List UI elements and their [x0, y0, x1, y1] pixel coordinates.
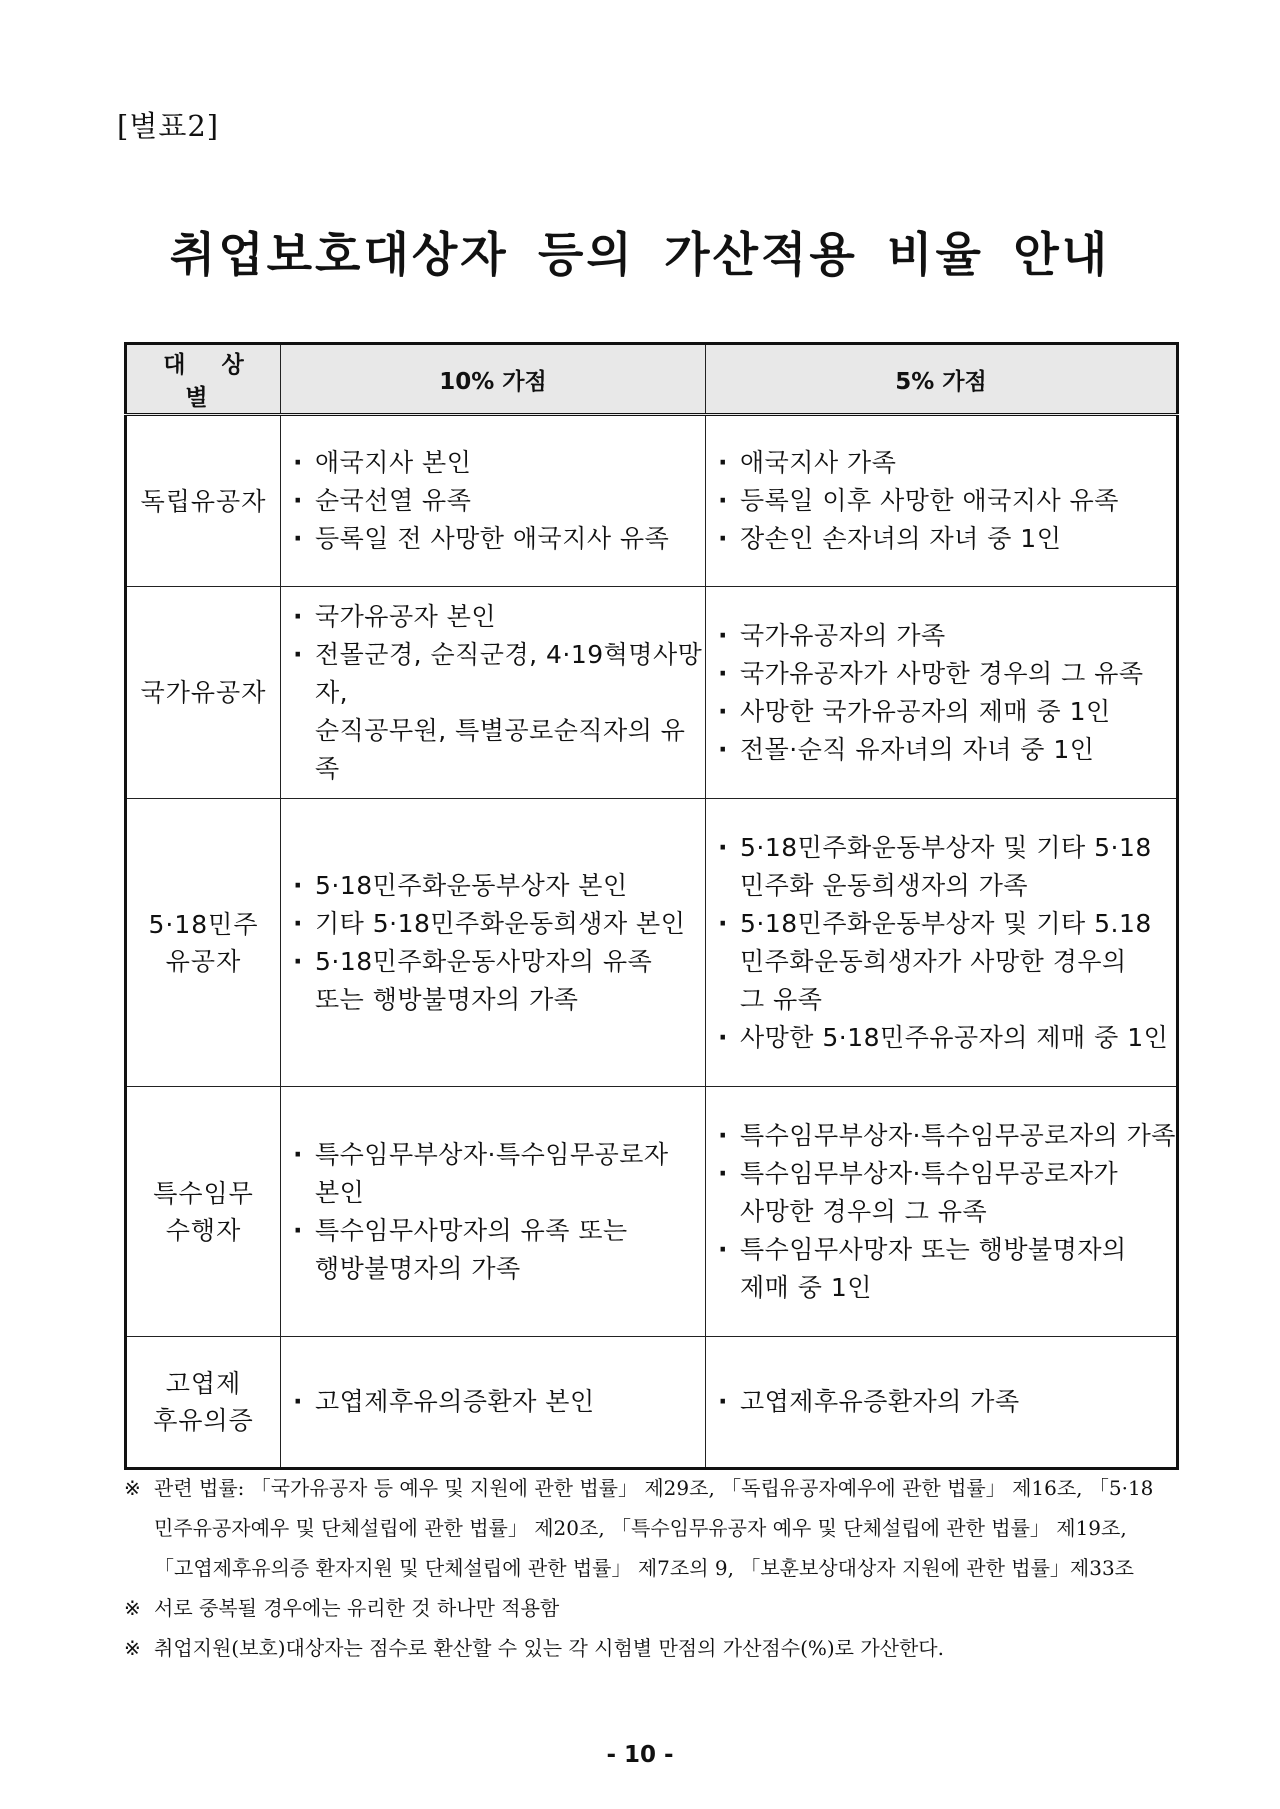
- annex-label: [별표2]: [117, 109, 220, 143]
- list-item: · 특수임무부상자·특수임무공로자가 사망한 경우의 그 유족: [716, 1155, 1176, 1231]
- ten-percent-cell: [281, 1337, 706, 1469]
- list-item: · 기타 5·18민주화운동희생자 본인: [291, 905, 705, 943]
- list-item: · 사망한 5·18민주유공자의 제매 중 1인: [716, 1019, 1176, 1057]
- bullet-list: [291, 444, 705, 558]
- list-item: · 5·18민주화운동사망자의 유족 또는 행방불명자의 가족: [291, 943, 705, 1019]
- list-item: · 특수임무사망자의 유족 또는 행방불명자의 가족: [291, 1212, 705, 1288]
- table-row: [126, 415, 1178, 587]
- list-item: · 장손인 손자녀의 자녀 중 1인: [716, 520, 1176, 558]
- five-percent-cell: [706, 1087, 1178, 1337]
- list-item: · 등록일 전 사망한 애국지사 유족: [291, 520, 705, 558]
- five-percent-cell: [706, 799, 1178, 1087]
- bullet-list: [716, 617, 1176, 769]
- list-item: · 순국선열 유족: [291, 482, 705, 520]
- list-item: · 국가유공자 본인: [291, 598, 705, 636]
- list-item: · 5·18민주화운동부상자 및 기타 5.18 민주화운동희생자가 사망한 경우의 그 유족: [716, 905, 1176, 1019]
- list-item: · 5·18민주화운동부상자 본인: [291, 867, 705, 905]
- list-item: · 전몰·순직 유자녀의 자녀 중 1인: [716, 731, 1176, 769]
- row-target: 국가유공자: [126, 587, 281, 799]
- ten-percent-cell: [281, 1087, 706, 1337]
- list-item: · 등록일 이후 사망한 애국지사 유족: [716, 482, 1176, 520]
- table-row: [126, 1087, 1178, 1337]
- five-percent-cell: [706, 587, 1178, 799]
- header-ten-percent: 10% 가점: [281, 344, 706, 415]
- bullet-list: [291, 1136, 705, 1288]
- list-item: · 국가유공자의 가족: [716, 617, 1176, 655]
- list-item: · 애국지사 본인: [291, 444, 705, 482]
- list-item: · 사망한 국가유공자의 제매 중 1인: [716, 693, 1176, 731]
- table-header-row: [126, 344, 1178, 415]
- bonus-rate-table: [124, 342, 1179, 1470]
- list-item: · 국가유공자가 사망한 경우의 그 유족: [716, 655, 1176, 693]
- page-number: - 10 -: [606, 1742, 674, 1768]
- note-item: [124, 1588, 1164, 1628]
- list-item: · 고엽제후유증환자의 가족: [716, 1383, 1176, 1421]
- bullet-list: [716, 1117, 1176, 1307]
- ten-percent-cell: [281, 587, 706, 799]
- note-item: [124, 1628, 1164, 1668]
- list-item: · 특수임무부상자·특수임무공로자의 가족: [716, 1117, 1176, 1155]
- list-item: · 애국지사 가족: [716, 444, 1176, 482]
- bullet-list: [291, 867, 705, 1019]
- row-target: 고엽제 후유의증: [126, 1337, 281, 1469]
- list-item: · 고엽제후유의증환자 본인: [291, 1383, 705, 1421]
- five-percent-cell: [706, 1337, 1178, 1469]
- bullet-list: [291, 598, 705, 788]
- list-item: · 특수임무사망자 또는 행방불명자의 제매 중 1인: [716, 1231, 1176, 1307]
- list-item: · 5·18민주화운동부상자 및 기타 5·18 민주화 운동희생자의 가족: [716, 829, 1176, 905]
- table-row: [126, 587, 1178, 799]
- bullet-list: [716, 829, 1176, 1057]
- notes-section: [124, 1468, 1164, 1668]
- ten-percent-cell: [281, 799, 706, 1087]
- row-target: 5·18민주 유공자: [126, 799, 281, 1087]
- table-row: [126, 1337, 1178, 1469]
- bullet-list: [291, 1383, 705, 1421]
- bullet-list: [716, 444, 1176, 558]
- table-body: [126, 415, 1178, 1469]
- five-percent-cell: [706, 415, 1178, 587]
- note-mark: ※: [124, 1596, 141, 1620]
- note-text: 서로 중복될 경우에는 유리한 것 하나만 적용함: [154, 1596, 560, 1620]
- table-row: [126, 799, 1178, 1087]
- note-mark: ※: [124, 1636, 141, 1660]
- note-item: [124, 1468, 1164, 1588]
- list-item: · 특수임무부상자·특수임무공로자 본인: [291, 1136, 705, 1212]
- bullet-list: [716, 1383, 1176, 1421]
- note-text: 취업지원(보호)대상자는 점수로 환산할 수 있는 각 시험별 만점의 가산점수(%)로 가산한다.: [154, 1636, 944, 1660]
- note-mark: ※: [124, 1476, 141, 1500]
- header-target: 대 상 별: [126, 344, 281, 415]
- ten-percent-cell: [281, 415, 706, 587]
- header-five-percent: 5% 가점: [706, 344, 1178, 415]
- row-target: 특수임무 수행자: [126, 1087, 281, 1337]
- note-text: 관련 법률: 「국가유공자 등 예우 및 지원에 관한 법률」 제29조, 「독립유공자예우에 관한 법률」 제16조, 「5·18민주유공자예우 및 단체설립에 관한 법률」 제20조, 「특수임무유공자 예우 및 단체설립에 관한 법률」 제19조, 「고엽제후유의증 환자지원 및 단체설립에 관한 법률」 제7조의 9, 「보훈보상대상자 지원에 관한 법률」제33조: [154, 1476, 1154, 1580]
- row-target: 독립유공자: [126, 415, 281, 587]
- list-item: · 전몰군경, 순직군경, 4·19혁명사망자, 순직공무원, 특별공로순직자의 유족: [291, 636, 705, 788]
- document-title: 취업보호대상자 등의 가산적용 비율 안내: [169, 228, 1111, 283]
